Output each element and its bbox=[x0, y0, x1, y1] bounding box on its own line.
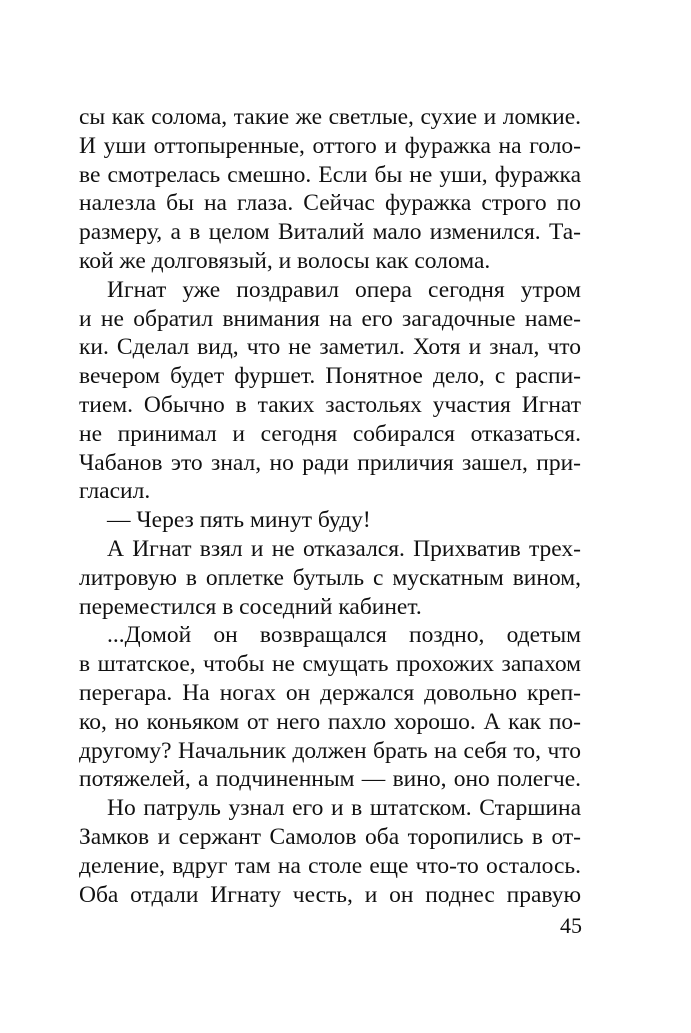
text-line: другому? Начальник должен брать на себя то, что bbox=[79, 737, 581, 764]
text-line: тием. Обычно в таких застольях участия Игнат bbox=[79, 391, 581, 418]
text-line: в штатское, чтобы не смущать прохожих запахом bbox=[79, 651, 581, 678]
text-line: Оба отдали Игнату честь, и он поднес правую bbox=[79, 881, 581, 908]
text-line: вечером будет фуршет. Понятное дело, с распи- bbox=[79, 363, 581, 390]
dialogue-line: — Через пять минут буду! bbox=[107, 507, 371, 534]
text-line: сы как солома, такие же светлые, сухие и ломкие. bbox=[79, 104, 581, 130]
page-number: 45 bbox=[560, 913, 582, 938]
text-line: размеру, а в целом Виталий мало изменился. Та- bbox=[79, 219, 581, 246]
text-line: Чабанов это знал, но ради приличия зашел, при- bbox=[79, 449, 581, 476]
text-line-paragraph-end: переместился в соседний кабинет. bbox=[79, 593, 422, 620]
text-line-paragraph-start: Но патруль узнал его и в штатском. Старшина bbox=[107, 795, 581, 822]
text-line: ве смотрелась смешно. Если бы не уши, фуражка bbox=[79, 161, 581, 188]
text-line-paragraph-start: А Игнат взял и не отказался. Прихватив трех- bbox=[107, 535, 581, 562]
text-line-paragraph-end: кой же долговязый, и волосы как солома. bbox=[79, 247, 491, 274]
text-line: И уши оттопыренные, оттого и фуражка на голо- bbox=[79, 132, 581, 159]
text-line-paragraph-start: Игнат уже поздравил опера сегодня утром bbox=[107, 276, 581, 303]
text-line: налезла бы на глаза. Сейчас фуражка строго по bbox=[79, 190, 581, 217]
text-line: ко, но коньяком от него пахло хорошо. А как по- bbox=[79, 708, 581, 735]
text-line: не принимал и сегодня собирался отказаться. bbox=[79, 420, 581, 447]
text-line: перегара. На ногах он держался довольно креп- bbox=[79, 679, 581, 706]
text-line-paragraph-start: ...Домой он возвращался поздно, одетым bbox=[107, 622, 581, 649]
text-line: и не обратил внимания на его загадочные наме- bbox=[79, 305, 581, 332]
text-line-paragraph-end: потяжелей, а подчиненным — вино, оно полегче. bbox=[79, 766, 581, 793]
text-line: ки. Сделал вид, что не заметил. Хотя и знал, что bbox=[79, 334, 581, 361]
text-line-paragraph-end: гласил. bbox=[79, 478, 151, 505]
text-line: Замков и сержант Самолов оба торопились в от- bbox=[79, 823, 581, 850]
book-page-text bbox=[79, 103, 581, 909]
text-line: деление, вдруг там на столе еще что-то осталось. bbox=[79, 852, 581, 879]
text-line: литровую в оплетке бутыль с мускатным вином, bbox=[79, 564, 581, 591]
